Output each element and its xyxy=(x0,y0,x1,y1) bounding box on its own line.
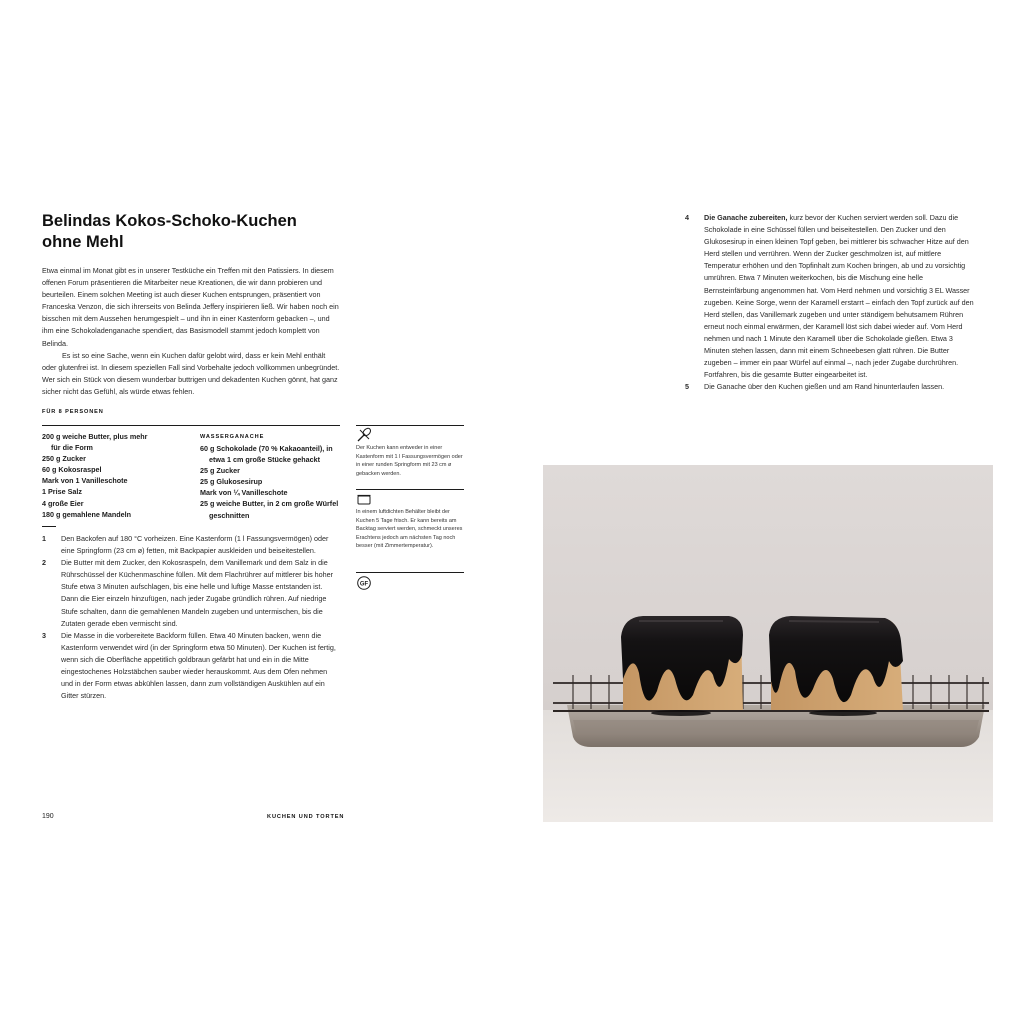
cake-photo xyxy=(543,465,993,822)
note-storage: In einem luftdichten Behälter bleibt der Kuchen 5 Tage frisch. Er kann bereits am Backtag serviert werden, schmeckt unseres Erachtens jedoch am nächsten Tag noch besser (mit Zimmertemperatur). xyxy=(356,509,463,550)
ingredient: 250 g Zucker xyxy=(42,454,86,464)
ingredient: 60 g Kokosraspel xyxy=(42,465,102,475)
ingredient: Mark von 1 Vanilleschote xyxy=(42,476,128,486)
step-text: Den Backofen auf 180 °C vorheizen. Eine Kastenform (1 l Fassungsvermögen) oder eine Springform (23 cm ø) fetten, mit Backpapier auskleiden und beiseitestellen. xyxy=(61,534,329,556)
ingredients-list-ganache xyxy=(200,443,350,521)
page-number: 190 xyxy=(42,813,54,820)
gluten-free-badge-text: GF xyxy=(359,581,369,588)
ingredients-list-cake xyxy=(42,431,192,520)
ganache-heading: WASSERGANACHE xyxy=(200,434,265,440)
step-number: 1 xyxy=(42,534,46,543)
ingredients-top-rule xyxy=(42,425,340,426)
intro-paragraph-2: Es ist so eine Sache, wenn ein Kuchen dafür gelobt wird, dass er kein Mehl enthält oder glutenfrei ist. In diesem speziellen Fall sind Vorbehalte jedoch vollkommen unbegründet. Wer sich ein Stück von diesem wunderbar buttrigen und dekadenten Kuchen gönnt, hat ganz sicher nicht das Gefühl, als würde etwas fehlen. xyxy=(42,350,340,396)
ingredients-bottom-rule xyxy=(42,526,56,527)
note-baking-pan: Der Kuchen kann entweder in einer Kastenform mit 1 l Fassungsvermögen oder in einer runden Springform mit 23 cm ø gebacken werden. xyxy=(356,445,463,477)
intro-paragraph-1: Etwa einmal im Monat gibt es in unserer Testküche ein Treffen mit den Patissiers. In diesem offenen Forum präsentieren die Mitarbeiter neue Kreationen, die wir dann probieren und beurteilen. Einem solchen Meeting ist auch dieser Kuchen entsprungen, präsentiert von Franceska Venzon, die sich ihrerseits von Belinda Jeffery inspirieren ließ. Wir haben noch ein bisschen mit dem Aussehen herumgespielt – und ihn in einer Kastenform gebacken –, und ihm eine Schokoladenganache spendiert, das Basismodell stammt jedoch komplett von Belinda. xyxy=(42,266,339,348)
note-middle-rule xyxy=(356,489,464,490)
ingredient: etwa 1 cm große Stücke gehackt xyxy=(209,455,321,465)
step-text: Die Masse in die vorbereitete Backform füllen. Etwa 40 Minuten backen, wenn die Kastenform verwendet wird (in der Springform etwa 50 Minuten). Der Kuchen ist fertig, wenn sich die Oberfläche appetitlich goldbraun gefärbt hat und ein in die Mitte eingestochenes Holzstäbchen sauber wieder herauskommt. Aus dem Ofen nehmen und in der Form etwas abkühlen lassen, dann zum vollständigen Auskühlen auf ein Gitter stürzen. xyxy=(61,630,336,701)
ingredient: 25 g Glukosesirup xyxy=(200,477,263,487)
method-step xyxy=(685,212,975,381)
method-step xyxy=(42,557,340,630)
step-number: 5 xyxy=(685,382,689,392)
note-bottom-rule xyxy=(356,572,464,573)
method-step xyxy=(42,533,340,557)
servings-heading: FÜR 8 PERSONEN xyxy=(42,409,104,415)
section-title: KUCHEN UND TORTEN xyxy=(267,814,345,820)
ingredient: 180 g gemahlene Mandeln xyxy=(42,509,132,519)
method-step xyxy=(685,381,975,393)
step-lead: Die Ganache zubereiten, xyxy=(704,213,788,222)
whisk-icon xyxy=(356,427,372,443)
recipe-title xyxy=(42,211,342,253)
ingredient: geschnitten xyxy=(209,510,250,520)
ingredient: 25 g weiche Butter, in 2 cm große Würfel xyxy=(200,499,339,509)
ingredient: Mark von ¼ Vanilleschote xyxy=(200,488,288,498)
recipe-title-line-2: ohne Mehl xyxy=(42,233,124,251)
note-top-rule xyxy=(356,425,464,426)
ingredient: 4 große Eier xyxy=(42,498,84,508)
container-icon xyxy=(356,491,372,507)
method-step xyxy=(42,630,340,703)
ingredient: 25 g Zucker xyxy=(200,466,240,476)
step-number: 3 xyxy=(42,630,46,640)
step-number: 2 xyxy=(42,558,46,568)
step-text: kurz bevor der Kuchen serviert werden soll. Dazu die Schokolade in eine Schüssel füllen und beiseitestellen. Den Zucker und den Glukosesirup in einen kleinen Topf geben, bei mittlerer bis schwacher Hitze auf den Herd stellen und verrühren. Wenn der Zucker geschmolzen ist, auf mittlere Temperatur erhöhen und den Topfinhalt zum Kochen bringen, ab und zu vorsichtig umrühren. Etwa 7 Minuten weiterkochen, bis die Mischung eine helle Bernsteinfärbung angenommen hat. Vom Herd nehmen und vorsichtig 3 EL Wasser zugeben. Keine Sorge, wenn der Karamell erstarrt – einfach den Topf zurück auf den Herd stellen, das Vanillemark zugeben und unter ständigem behutsamem Rühren erneut noch einmal erwärmen, der Karamell löst sich dabei wieder auf. Vom Herd nehmen und nach 1 Minute den Karamell über die Schokolade gießen. Etwa 3 Minuten stehen lassen, dann mit einem Schneebesen glatt rühren. Die Butter zugeben – immer ein paar Würfel auf einmal –, nach jeder Zugabe durchrühren. Fortfahren, bis die gesamte Butter eingearbeitet ist. xyxy=(704,213,974,380)
method-steps-4-5 xyxy=(685,212,975,393)
ingredient: 60 g Schokolade (70 % Kakaoanteil), in xyxy=(200,444,333,453)
ingredient: 200 g weiche Butter, plus mehr xyxy=(42,432,148,441)
recipe-title-line-1: Belindas Kokos-Schoko-Kuchen xyxy=(42,212,297,230)
ingredient: 1 Prise Salz xyxy=(42,487,82,497)
recipe-intro xyxy=(42,265,340,398)
step-number: 4 xyxy=(685,213,689,222)
method-steps-1-3 xyxy=(42,533,340,702)
step-text: Die Ganache über den Kuchen gießen und am Rand hinunterlaufen lassen. xyxy=(704,382,945,392)
step-text: Die Butter mit dem Zucker, den Kokosraspeln, dem Vanillemark und dem Salz in die Rührschüssel der Küchenmaschine füllen. Mit dem Flachrührer auf mittlerer bis hoher Stufe etwa 3 Minuten aufschlagen, bis eine helle und luftige Masse entstanden ist. Dann die Eier einzeln hinzufügen, nach jeder Zugabe gründlich rühren. Auf niedrige Stufe schalten, dann die gemahlenen Mandeln zugeben und untermischen, bis die Zutaten gerade eben vermischt sind. xyxy=(61,558,334,628)
gluten-free-icon xyxy=(356,575,372,591)
ingredient: für die Form xyxy=(51,443,93,453)
